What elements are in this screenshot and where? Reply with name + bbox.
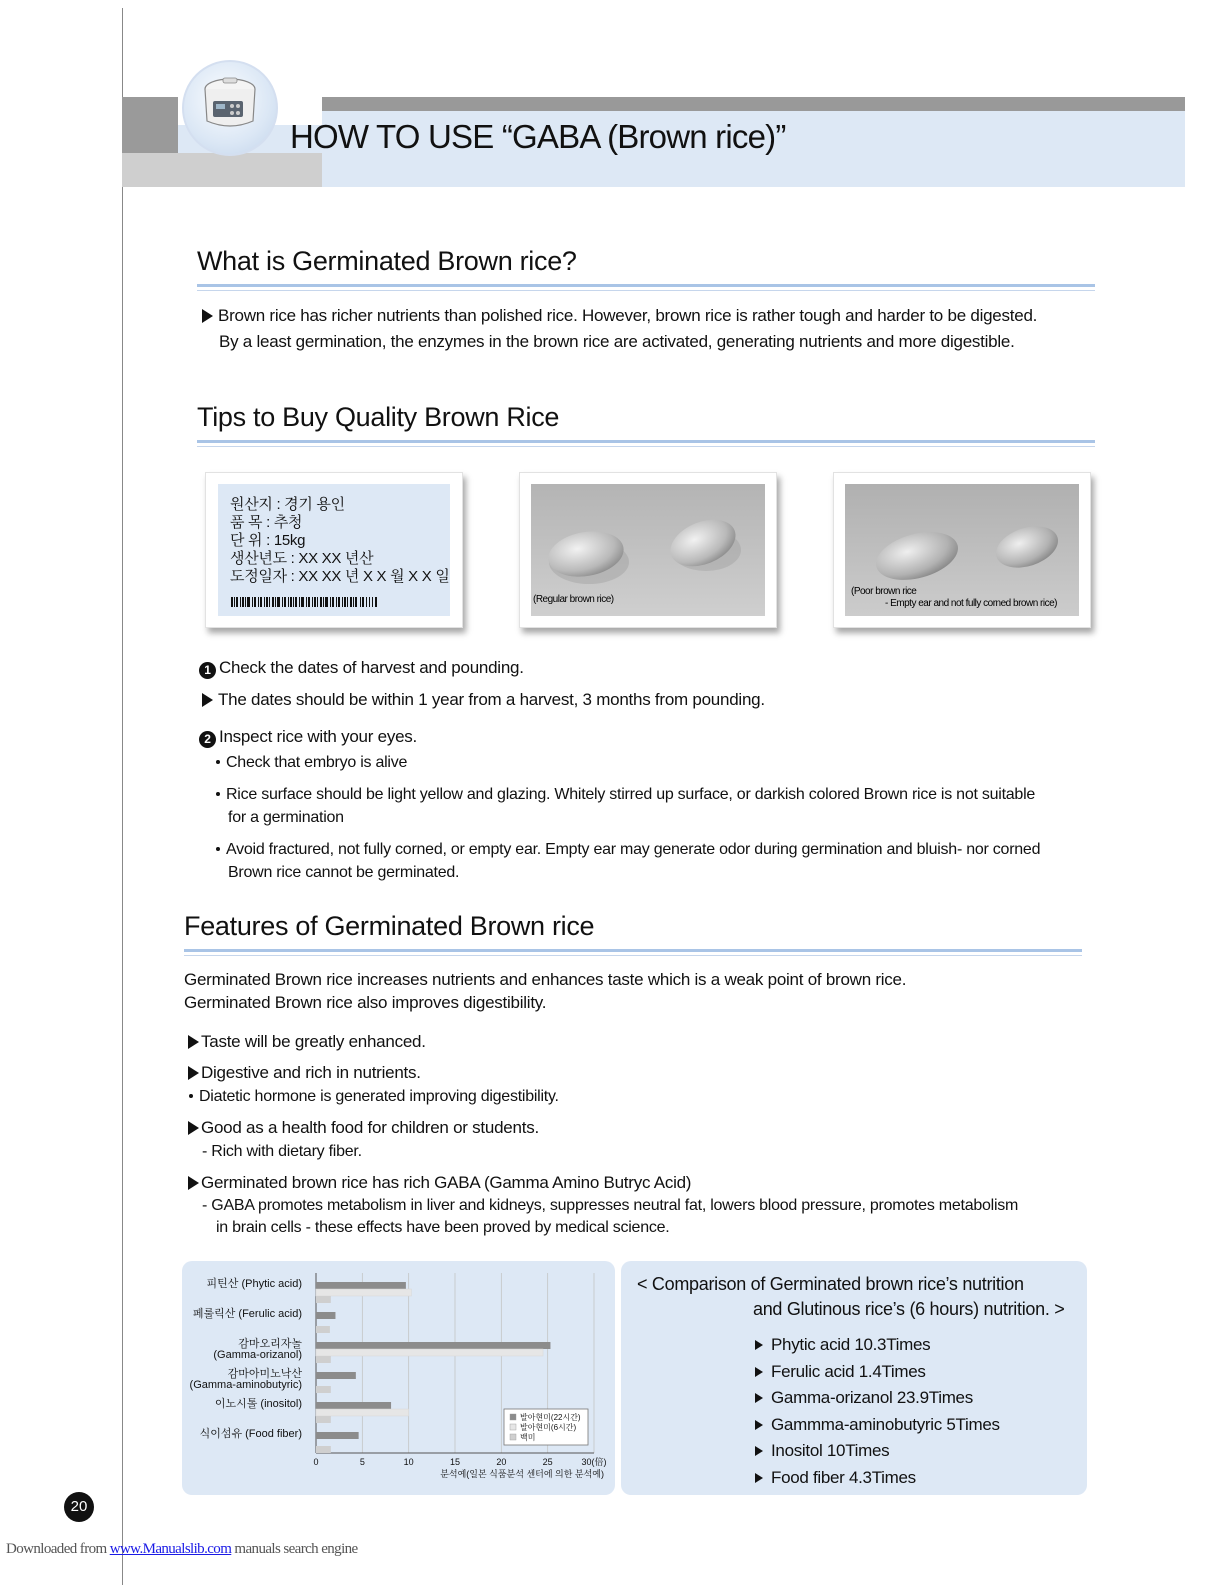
chart-tick-label: 30(倍) [581, 1457, 607, 1467]
chart-bar [316, 1372, 356, 1379]
footer-prefix: Downloaded from [6, 1541, 110, 1557]
comparison-item-text: Food fiber 4.3Times [771, 1467, 916, 1487]
step-1 [199, 658, 524, 679]
bullet-icon [189, 1094, 193, 1098]
nutrition-chart-panel [182, 1261, 615, 1495]
chart-category-label: 피틴산 (Phytic acid) [206, 1278, 302, 1290]
heading-rule-thin [197, 290, 1095, 291]
step-number-2: 2 [199, 731, 216, 748]
step-1-sub [202, 690, 765, 710]
comparison-list [755, 1335, 1000, 1495]
bullet-fractured [216, 840, 1040, 860]
nutrition-bar-chart [182, 1261, 615, 1495]
bullet-surface-text: Rice surface should be light yellow and glazing. Whitely stirred up surface, or darkish colored Brown rice is not suitable [226, 786, 1036, 803]
feature-gaba-sub-2: in brain cells - these effects have been proved by medical science. [216, 1219, 670, 1236]
section-heading-tips: Tips to Buy Quality Brown Rice [197, 402, 560, 432]
comparison-item-text: Phytic acid 10.3Times [771, 1335, 931, 1354]
rice-label [218, 484, 450, 616]
comparison-title-1: < Comparison of Germinated brown rice’s nutrition [637, 1274, 1024, 1294]
heading-rule [184, 949, 1082, 952]
comparison-panel [621, 1261, 1087, 1495]
chart-legend-label: 발아현미(6시간) [520, 1423, 577, 1432]
comparison-item [755, 1388, 1000, 1415]
regular-brown-rice-photo [519, 472, 777, 628]
feature-health-sub: - Rich with dietary fiber. [202, 1143, 362, 1160]
feature-taste-text: Taste will be greatly enhanced. [201, 1032, 426, 1051]
chart-bar [316, 1446, 331, 1453]
comparison-item-text: Gammma-aminobutyric 5Times [771, 1414, 1000, 1434]
rice-cooker-icon [201, 75, 259, 133]
barcode-icon [231, 597, 381, 607]
arrow-icon [202, 309, 213, 323]
header-top-bar [322, 97, 1185, 111]
section1-line2: By a least germination, the enzymes in the brown rice are activated, generating nutrients and more digestible. [219, 332, 1015, 351]
arrow-icon [188, 1121, 199, 1135]
chart-tick-label: 25 [542, 1457, 553, 1467]
section1-line1 [202, 306, 1037, 326]
header-gray-block [122, 97, 178, 153]
page-title: HOW TO USE “GABA (Brown rice)” [290, 118, 786, 155]
arrow-icon [755, 1446, 763, 1456]
chart-bar [316, 1356, 331, 1363]
step-2-text: Inspect rice with your eyes. [219, 727, 418, 746]
arrow-icon [202, 693, 213, 707]
chart-bar [316, 1296, 331, 1303]
footer [6, 1541, 358, 1558]
chart-category-label: 이노시톨 (inositol) [214, 1398, 302, 1410]
feature-digestive-text: Digestive and rich in nutrients. [201, 1063, 421, 1082]
poor-brown-rice-photo [833, 472, 1091, 628]
chart-bar [316, 1416, 331, 1423]
section1-line1-text: Brown rice has richer nutrients than polished rice. However, brown rice is rather tough and harder to be digested. [218, 306, 1038, 325]
chart-bar [316, 1386, 331, 1393]
comparison-item-text: Inositol 10Times [771, 1441, 890, 1461]
photo3-caption-1: (Poor brown rice [851, 586, 917, 597]
chart-bar [316, 1282, 406, 1289]
chart-bar [316, 1289, 411, 1296]
chart-legend-label: 백미 [520, 1433, 536, 1442]
step-2 [199, 727, 417, 748]
feature-gaba-text: Germinated brown rice has rich GABA (Gamma Amino Butryc Acid) [201, 1173, 692, 1192]
bullet-icon [216, 760, 220, 764]
arrow-icon [755, 1340, 763, 1350]
chart-tick-label: 0 [313, 1457, 319, 1467]
feature-gaba [188, 1173, 691, 1193]
chart-legend-swatch [510, 1414, 516, 1420]
chart-bar [316, 1326, 330, 1333]
bullet-fractured-text: Avoid fractured, not fully corned, or empty ear. Empty ear may generate odor during germination and bluish- nor corned [226, 841, 1041, 858]
footer-suffix: manuals search engine [231, 1541, 358, 1557]
comparison-item-text: Ferulic acid 1.4Times [771, 1361, 926, 1381]
chart-legend-swatch [510, 1424, 516, 1430]
chart-tick-label: 15 [449, 1457, 461, 1467]
comparison-item [755, 1441, 1000, 1468]
label-line: 도정일자 : XX XX 년 X X 월 X X 일 [230, 568, 450, 585]
features-intro-2: Germinated Brown rice also improves digestibility. [184, 993, 547, 1012]
chart-legend-swatch [510, 1434, 516, 1440]
heading-rule [197, 284, 1095, 287]
chart-bar [316, 1402, 391, 1409]
chart-category-label: 식이섬유 (Food fiber) [199, 1428, 302, 1440]
comparison-item [755, 1335, 1000, 1362]
feature-gaba-sub-1: - GABA promotes metabolism in liver and kidneys, suppresses neutral fat, lowers blood pressure, promotes metabolism [202, 1197, 1019, 1214]
section-heading-germinated: What is Germinated Brown rice? [197, 246, 577, 276]
poor-rice-grains-image [845, 484, 1079, 616]
arrow-icon [755, 1420, 763, 1430]
chart-category-label: 페룰릭산 (Ferulic acid) [192, 1308, 302, 1320]
page-margin-line [122, 8, 123, 1585]
chart-tick-label: 10 [403, 1457, 414, 1467]
section-heading-features: Features of Germinated Brown rice [184, 911, 595, 941]
rice-label-photo [205, 472, 463, 628]
arrow-icon [755, 1367, 763, 1377]
header-lightgray-block [122, 153, 322, 187]
bullet-embryo [216, 753, 407, 773]
feature-taste [188, 1032, 426, 1052]
label-line: 단 위 : 15kg [230, 532, 306, 549]
label-line: 원산지 : 경기 용인 [230, 496, 345, 513]
feature-digestive [188, 1063, 421, 1083]
chart-category-label-en: (Gamma-orizanol) [213, 1349, 302, 1361]
chart-bar [316, 1349, 543, 1356]
arrow-icon [755, 1393, 763, 1403]
arrow-icon [188, 1176, 199, 1190]
label-line: 품 목 : 추청 [230, 514, 303, 531]
label-line: 생산년도 : XX XX 년산 [230, 550, 374, 567]
chart-bar [316, 1409, 409, 1416]
chart-bar [316, 1432, 359, 1439]
page-number: 20 [64, 1492, 94, 1522]
heading-rule-thin [184, 955, 1082, 956]
feature-digestive-sub [189, 1087, 559, 1107]
step-number-1: 1 [199, 662, 216, 679]
bullet-fractured-cont: Brown rice cannot be germinated. [228, 864, 460, 881]
chart-tick-label: 5 [359, 1457, 365, 1467]
bullet-surface [216, 785, 1035, 805]
arrow-icon [188, 1066, 199, 1080]
chart-bar [316, 1342, 550, 1349]
chart-category-label: 감마아미노낙산 [227, 1368, 302, 1380]
comparison-item [755, 1362, 1000, 1389]
chart-category-label-en: (Gamma-aminobutyric) [189, 1379, 302, 1391]
heading-rule-thin [197, 446, 1095, 447]
comparison-item [755, 1415, 1000, 1442]
comparison-title-2: and Glutinous rice’s (6 hours) nutrition. > [753, 1299, 1065, 1319]
bullet-surface-cont: for a germination [228, 809, 344, 826]
photo3-caption-2: - Empty ear and not fully corned brown rice) [885, 598, 1057, 609]
photo2-caption: (Regular brown rice) [533, 594, 614, 605]
bullet-icon [216, 847, 220, 851]
comparison-item [755, 1468, 1000, 1495]
comparison-item-text: Gamma-orizanol 23.9Times [771, 1388, 973, 1408]
step-1-text: Check the dates of harvest and pounding. [219, 658, 524, 677]
feature-health-text: Good as a health food for children or students. [201, 1118, 539, 1137]
feature-digestive-sub-text: Diatetic hormone is generated improving digestibility. [199, 1088, 559, 1105]
heading-rule [197, 440, 1095, 443]
chart-category-label: 감마오리자놀 [238, 1338, 302, 1350]
bullet-embryo-text: Check that embryo is alive [226, 754, 408, 771]
step-1-sub-text: The dates should be within 1 year from a harvest, 3 months from pounding. [218, 690, 765, 709]
features-intro-1: Germinated Brown rice increases nutrients and enhances taste which is a weak point of brown rice. [184, 970, 907, 989]
arrow-icon [755, 1473, 763, 1483]
manualslib-link[interactable]: www.Manualslib.com [109, 1541, 232, 1557]
regular-rice-grains-image [531, 484, 765, 616]
chart-source-note: 분석예(일본 식품분석 센터에 의한 분석예) [440, 1469, 604, 1479]
bullet-icon [216, 792, 220, 796]
chart-bar [316, 1312, 335, 1319]
arrow-icon [188, 1035, 199, 1049]
chart-legend-label: 발아현미(22시간) [520, 1413, 581, 1422]
chart-tick-label: 20 [496, 1457, 507, 1467]
feature-health [188, 1118, 539, 1138]
